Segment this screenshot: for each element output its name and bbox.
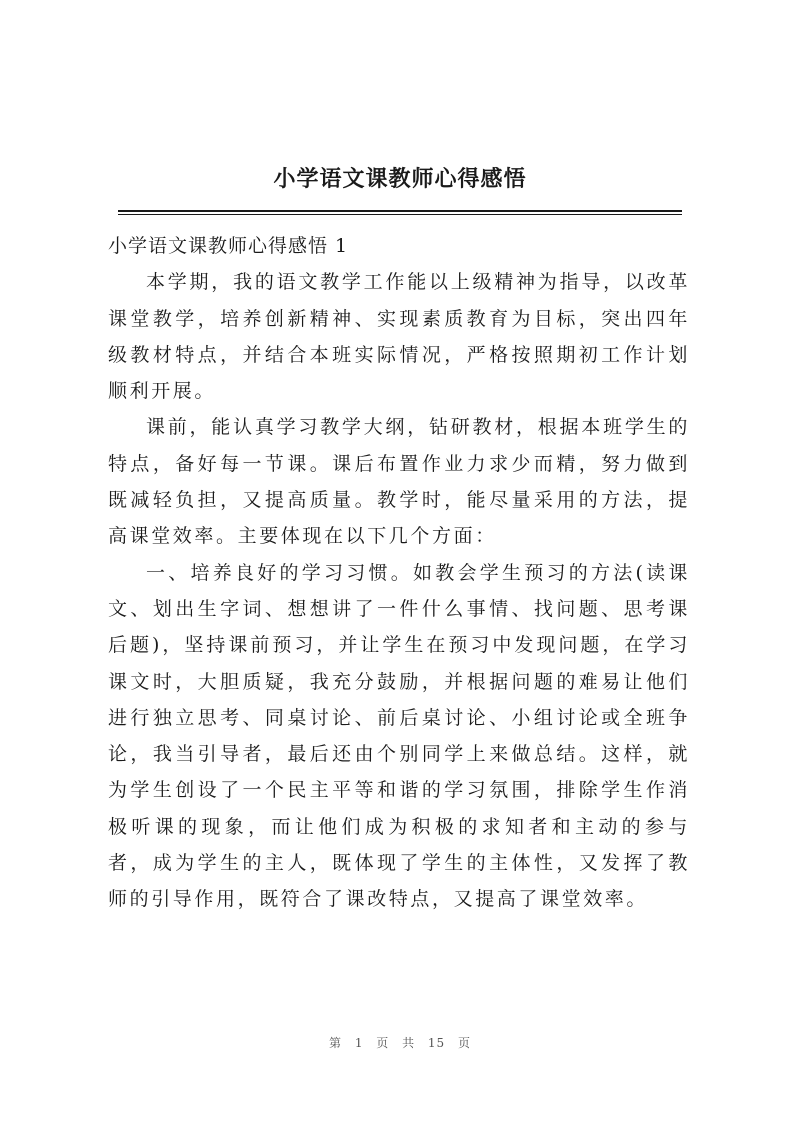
paragraph-1: 本学期，我的语文教学工作能以上级精神为指导，以改革课堂教学，培养创新精神、实现素质教育为目标，突出四年级教材特点，并结合本班实际情况，严格按照期初工作计划顺利开展。 <box>108 271 690 403</box>
document-title: 小学语文课教师心得感悟 <box>273 166 527 192</box>
title-underline-thin <box>118 214 682 215</box>
paragraph-2: 课前，能认真学习教学大纲，钻研教材，根据本班学生的特点，备好每一节课。课后布置作业力求少而精，努力做到既减轻负担，又提高质量。教学时，能尽量采用的方法，提高课堂效率。主要体现在以下几个方面： <box>108 416 690 548</box>
page-number-footer: 第 1 页 共 15 页 <box>329 1036 471 1050</box>
title-underline-thick <box>118 210 682 212</box>
paragraph-3: 一、培养良好的学习习惯。如教会学生预习的方法(读课文、划出生字词、想想讲了一件什么事情、找问题、思考课后题)，坚持课前预习，并让学生在预习中发现问题，在学习课文时，大胆质疑，我充分鼓励，并根据问题的难易让他们进行独立思考、同桌讨论、前后桌讨论、小组讨论或全班争论，我当引导者，最后还由个别同学上来做总结。这样，就为学生创设了一个民主平等和谐的学习氛围，排除学生作消极听课的现象，而让他们成为积极的求知者和主动的参与者，成为学生的主人，既体现了学生的主体性，又发挥了教师的引导作用，既符合了课改特点，又提高了课堂效率。 <box>108 561 690 911</box>
document-body <box>108 228 690 918</box>
section-heading: 小学语文课教师心得感悟 1 <box>108 235 349 257</box>
